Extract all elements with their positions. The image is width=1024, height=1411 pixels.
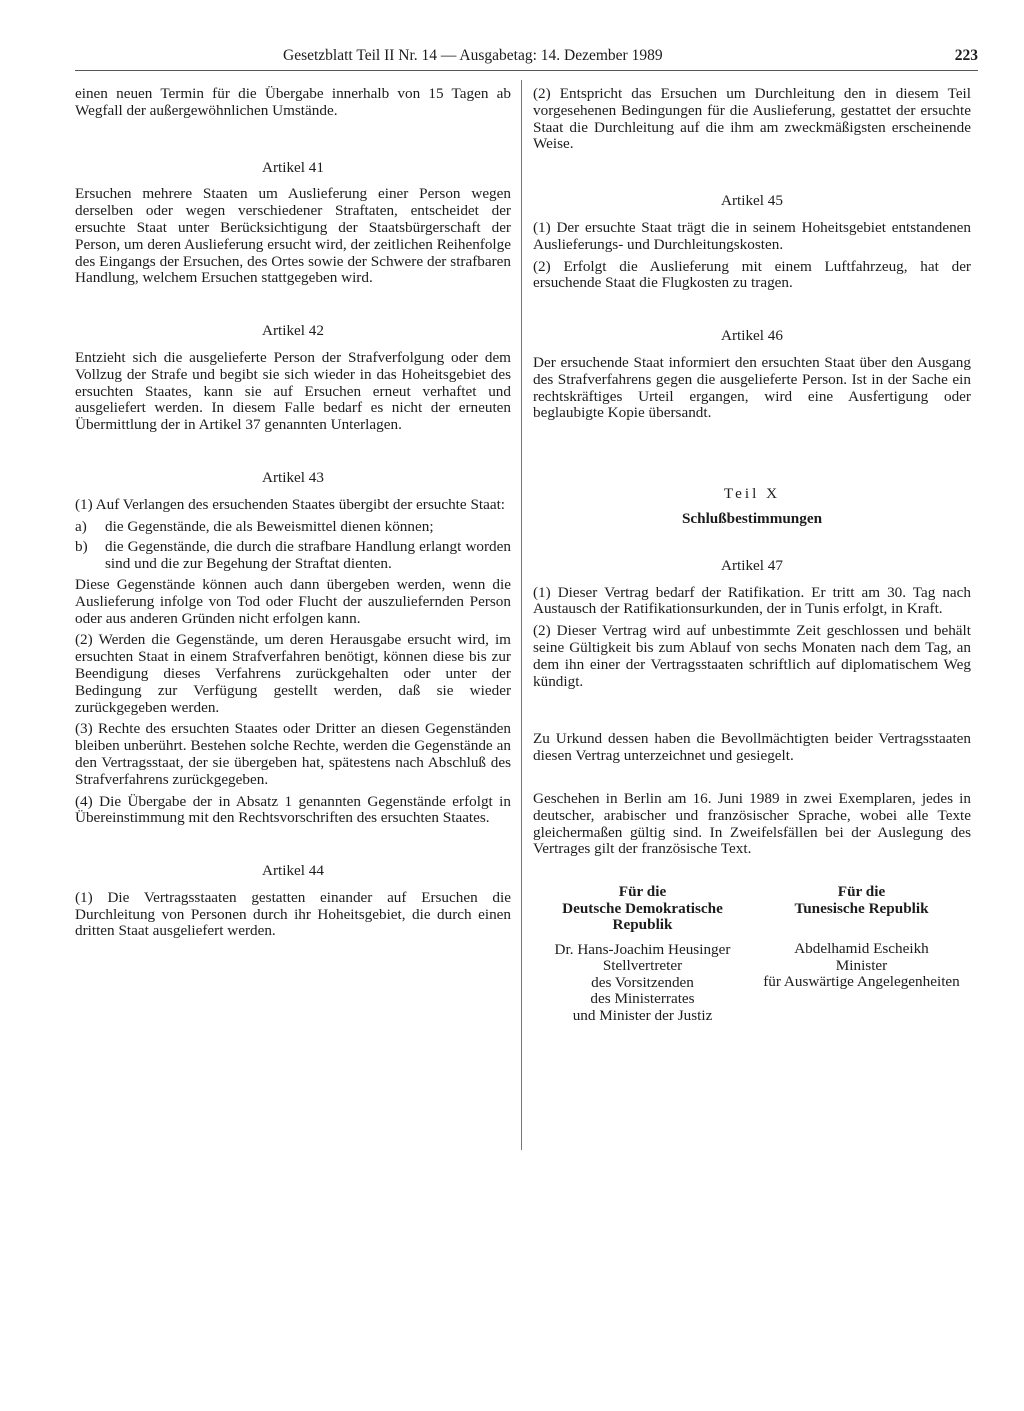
item-label: b): [75, 538, 88, 556]
article-42-paragraph: Entzieht sich die ausgelieferte Person der Strafverfolgung oder dem Vollzug der Strafe und begibt sie sich wieder in das Hoheitsgebiet des ersuchten Staates, kann sie auf Ersuchen erneut verhaftet und ausgeliefert werden. In diesem Falle bedarf es nicht der erneuten Übermittlung der in Artikel 37 genannten Unterlagen.: [75, 348, 511, 434]
signature-block: [533, 884, 971, 1024]
item-label: a): [75, 517, 87, 535]
signatory-role: und Minister der Justiz: [572, 1006, 713, 1024]
signatory-gdr: [533, 884, 752, 1024]
article-41-paragraph: Ersuchen mehrere Staaten um Auslieferung einer Person wegen derselben oder wegen verschiedener Straftaten, entscheidet der ersuchte Staat unter Berücksichtigung der Staatsbürgerschaft der Person, um deren Auslieferung ersucht wird, der zeitlichen Reihenfolge des Eingangs der Ersuchen, des Ortes sowie der Schwere der strafbaren Handlung, welchem Ersuchen stattgegeben wird.: [75, 185, 511, 287]
article-45-paragraph-1: (1) Der ersuchte Staat trägt die in seinem Hoheitsgebiet entstandenen Auslieferungs- und Durchleitungskosten.: [533, 218, 971, 253]
article-43-heading: Artikel 43: [261, 468, 324, 486]
signatory-role: Minister: [835, 956, 888, 974]
article-43-paragraph-3: (3) Rechte des ersuchten Staates oder Dritter an diesen Gegenständen bleiben unberührt. Bestehen solche Rechte, werden die Gegenstände an den Vertragsstaat, der sie übergeben hat, spätestens nach Abschluß des Strafverfahrens zurückgegeben.: [75, 720, 511, 788]
signatory-name: Dr. Hans-Joachim Heusinger: [554, 940, 731, 958]
article-43-item-a: [75, 519, 511, 536]
signatory-tunisia: [752, 884, 971, 1024]
signatory-country: Deutsche Demokratische: [562, 899, 723, 917]
right-column: [533, 86, 971, 1024]
item-text: die Gegenstände, die durch die strafbare Handlung erlangt worden sind und die zur Begehung der Straftat dienten.: [105, 538, 511, 573]
article-45-heading: Artikel 45: [720, 192, 783, 210]
article-47-paragraph-1: (1) Dieser Vertrag bedarf der Ratifikation. Er tritt am 30. Tag nach Austausch der Ratifikationsurkunden, der in Tunis erfolgt, in Kraft.: [533, 583, 971, 618]
signatory-for: Für die: [618, 883, 667, 901]
column-divider: [521, 80, 522, 1150]
article-44-heading: Artikel 44: [261, 862, 324, 880]
signatory-role: Stellvertreter: [602, 957, 683, 975]
article-43-item-b: [75, 539, 511, 573]
done-clause: Geschehen in Berlin am 16. Juni 1989 in zwei Exemplaren, jedes in deutscher, arabischer und französischer Sprache, wobei alle Texte gleichermaßen gültig sind. In Zweifelsfällen bei der Auslegung des Vertrages gilt der französische Text.: [533, 789, 971, 858]
signatory-country-cont: Republik: [612, 916, 673, 934]
article-43-paragraph-2: (2) Werden die Gegenstände, um deren Herausgabe ersucht wird, im ersuchten Staat in einem Strafverfahren benötigt, können diese bis zur Beendigung dieses Verfahrens zurückgehalten oder unter der Bedingung zur Verfügung gestellt werden, daß sie wieder zurückgegeben werden.: [75, 631, 511, 716]
page-header: [75, 44, 978, 71]
page-number: 223: [954, 47, 978, 64]
signatory-role: des Vorsitzenden: [591, 973, 694, 991]
article-42-heading: Artikel 42: [261, 322, 324, 340]
article-43-paragraph-4: (4) Die Übergabe der in Absatz 1 genannten Gegenstände erfolgt in Übereinstimmung mit den Rechtsvorschriften des ersuchten Staates.: [75, 792, 511, 827]
part-heading: Teil X: [723, 485, 781, 503]
article-47-paragraph-2: (2) Dieser Vertrag wird auf unbestimmte Zeit geschlossen und behält seine Gültigkeit bis zum Ablauf von sechs Monaten nach dem Tag, an dem ihn einer der Vertragsstaaten schriftlich auf diplomatischem Weg kündigt.: [533, 622, 971, 690]
article-45-paragraph-2: (2) Erfolgt die Auslieferung mit einem Luftfahrzeug, hat der ersuchende Staat die Flugkosten zu tragen.: [533, 257, 971, 292]
article-44-paragraph-1: (1) Die Vertragsstaaten gestatten einander auf Ersuchen die Durchleitung von Personen durch ihr Hoheitsgebiet, die durch einen dritten Staat ausgeliefert werden.: [75, 888, 511, 940]
left-column: [75, 86, 511, 945]
article-41-heading: Artikel 41: [261, 158, 324, 176]
article-46-paragraph: Der ersuchende Staat informiert den ersuchten Staat über den Ausgang des Strafverfahrens gegen die ausgelieferte Person. Ist in der Sache ein rechtskräftiges Urteil ergangen, wird eine Ausfertigung oder beglaubigte Kopie übersandt.: [533, 353, 971, 422]
signatory-country: Tunesische Republik: [794, 899, 929, 917]
signatory-role: des Ministerrates: [590, 990, 695, 1008]
spacer: [533, 695, 971, 731]
signatory-role: für Auswärtige Angelegenheiten: [763, 973, 960, 991]
signatory-for: Für die: [837, 883, 886, 901]
continuation-paragraph: einen neuen Termin für die Übergabe innerhalb von 15 Tagen ab Wegfall der außergewöhnlichen Umstände.: [75, 85, 511, 119]
article-43-paragraph-1b: Diese Gegenstände können auch dann übergeben werden, wenn die Auslieferung infolge von Tod oder Flucht der auszuliefernden Person oder aus anderen Gründen nicht erfolgen kann.: [75, 575, 511, 627]
item-text: die Gegenstände, die als Beweismittel dienen können;: [105, 517, 434, 535]
signatory-name: Abdelhamid Escheikh: [794, 940, 929, 958]
witness-clause: Zu Urkund dessen haben die Bevollmächtigten beider Vertragsstaaten diesen Vertrag unterzeichnet und gesiegelt.: [533, 730, 971, 765]
article-46-heading: Artikel 46: [720, 327, 783, 345]
continuation-paragraph: (2) Entspricht das Ersuchen um Durchleitung den in diesem Teil vorgesehenen Bedingungen für die Auslieferung, gestattet der ersuchte Staat die Durchleitung auf die ihm am zweckmäßigsten erscheinende Weise.: [533, 85, 971, 153]
article-43-paragraph-1: (1) Auf Verlangen des ersuchenden Staates übergibt der ersuchte Staat:: [75, 495, 506, 513]
article-47-heading: Artikel 47: [720, 556, 783, 574]
part-title: Schlußbestimmungen: [681, 509, 823, 527]
header-title: Gesetzblatt Teil II Nr. 14 — Ausgabetag: 14. Dezember 1989: [283, 47, 663, 64]
